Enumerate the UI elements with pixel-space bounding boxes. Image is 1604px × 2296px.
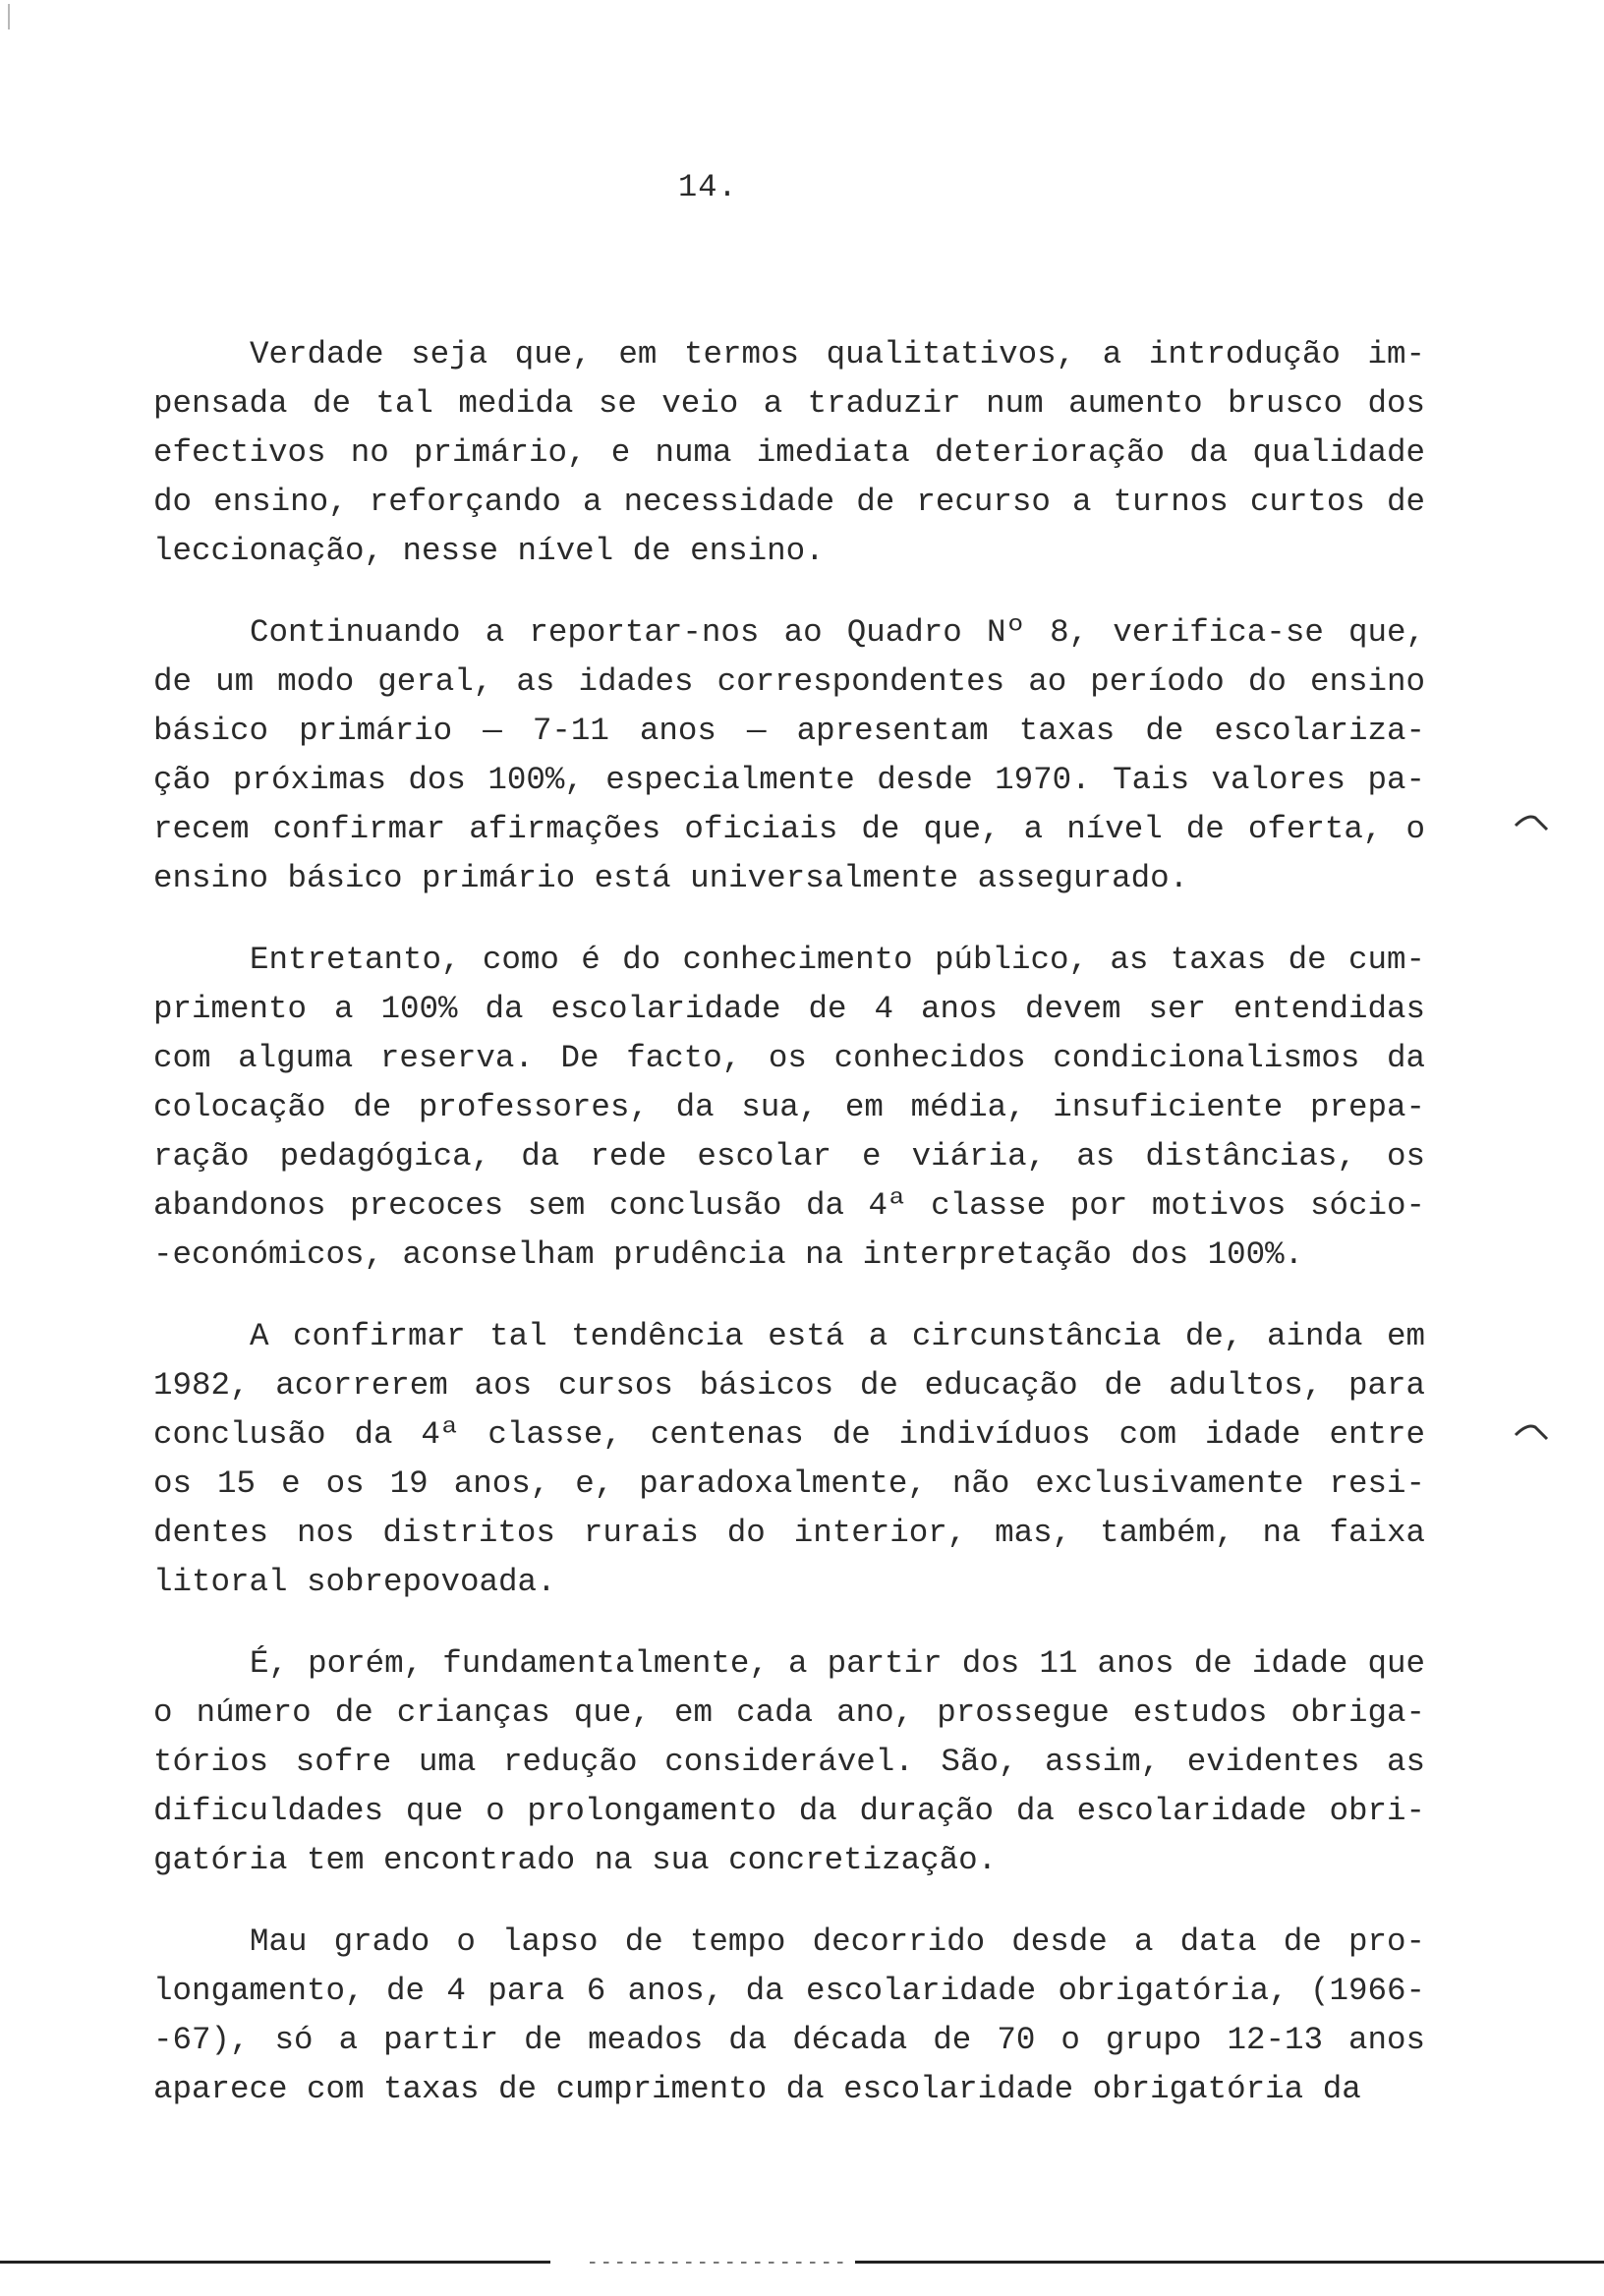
paragraph [153,936,1425,1280]
bottom-rule-dotted [590,2262,845,2264]
paragraph [153,330,1425,576]
text-line: Continuando a reportar-nos ao Quadro Nº 8, verifica-se que, [250,614,1425,651]
text-line: -67), só a partir de meados da década de 70 o grupo 12-13 anos [153,2022,1425,2058]
text-line: Entretanto, como é do conhecimento público, as taxas de cum- [250,942,1425,978]
body-text [153,330,1425,2147]
text-line: efectivos no primário, e numa imediata deterioração da qualidade [153,434,1425,471]
text-line: com alguma reserva. De facto, os conhecidos condicionalismos da [153,1040,1425,1076]
text-line: pensada de tal medida se veio a traduzir num aumento brusco dos [153,385,1425,422]
text-line: litoral sobrepovoada. [153,1564,556,1600]
text-line: 1982, acorrerem aos cursos básicos de educação de adultos, para [153,1367,1425,1404]
text-line: primento a 100% da escolaridade de 4 anos devem ser entendidas [153,991,1425,1027]
paragraph [153,1312,1425,1607]
text-line: os 15 e os 19 anos, e, paradoxalmente, não exclusivamente resi- [153,1465,1425,1502]
bottom-rule-left [0,2261,550,2264]
text-line: tórios sofre uma redução considerável. São, assim, evidentes as [153,1744,1425,1780]
text-line: do ensino, reforçando a necessidade de recurso a turnos curtos de [153,484,1425,520]
scan-edge-mark [8,4,10,29]
text-line: recem confirmar afirmações oficiais de que, a nível de oferta, o [153,811,1425,847]
paragraph [153,1639,1425,1885]
text-line: leccionação, nesse nível de ensino. [153,533,825,569]
text-line: colocação de professores, da sua, em média, insuficiente prepa- [153,1089,1425,1125]
text-line: Mau grado o lapso de tempo decorrido desde a data de pro- [250,1923,1425,1960]
text-line: aparece com taxas de cumprimento da escolaridade obrigatória da [153,2071,1361,2107]
margin-annotation-mark [1514,812,1549,832]
page-number: 14. [678,169,738,205]
text-line: básico primário — 7-11 anos — apresentam taxas de escolariza- [153,713,1425,749]
text-line: conclusão da 4ª classe, centenas de indivíduos com idade entre [153,1416,1425,1453]
text-line: de um modo geral, as idades correspondentes ao período do ensino [153,663,1425,700]
bottom-rule-right [855,2261,1604,2264]
text-line: Verdade seja que, em termos qualitativos, a introdução im- [250,336,1425,373]
text-line: o número de crianças que, em cada ano, prossegue estudos obriga- [153,1694,1425,1731]
text-line: É, porém, fundamentalmente, a partir dos 11 anos de idade que [250,1645,1425,1682]
text-line: ensino básico primário está universalmente assegurado. [153,860,1189,896]
paragraph [153,1918,1425,2114]
paragraph [153,608,1425,903]
text-line: A confirmar tal tendência está a circunstância de, ainda em [250,1318,1425,1354]
text-line: dentes nos distritos rurais do interior, mas, também, na faixa [153,1515,1425,1551]
margin-annotation-mark [1514,1421,1549,1441]
text-line: -económicos, aconselham prudência na interpretação dos 100%. [153,1236,1304,1273]
text-line: gatória tem encontrado na sua concretização. [153,1842,998,1878]
text-line: longamento, de 4 para 6 anos, da escolaridade obrigatória, (1966- [153,1973,1425,2009]
text-line: ção próximas dos 100%, especialmente desde 1970. Tais valores pa- [153,762,1425,798]
text-line: ração pedagógica, da rede escolar e viária, as distâncias, os [153,1138,1425,1175]
text-line: abandonos precoces sem conclusão da 4ª classe por motivos sócio- [153,1187,1425,1224]
text-line: dificuldades que o prolongamento da duração da escolaridade obri- [153,1793,1425,1829]
